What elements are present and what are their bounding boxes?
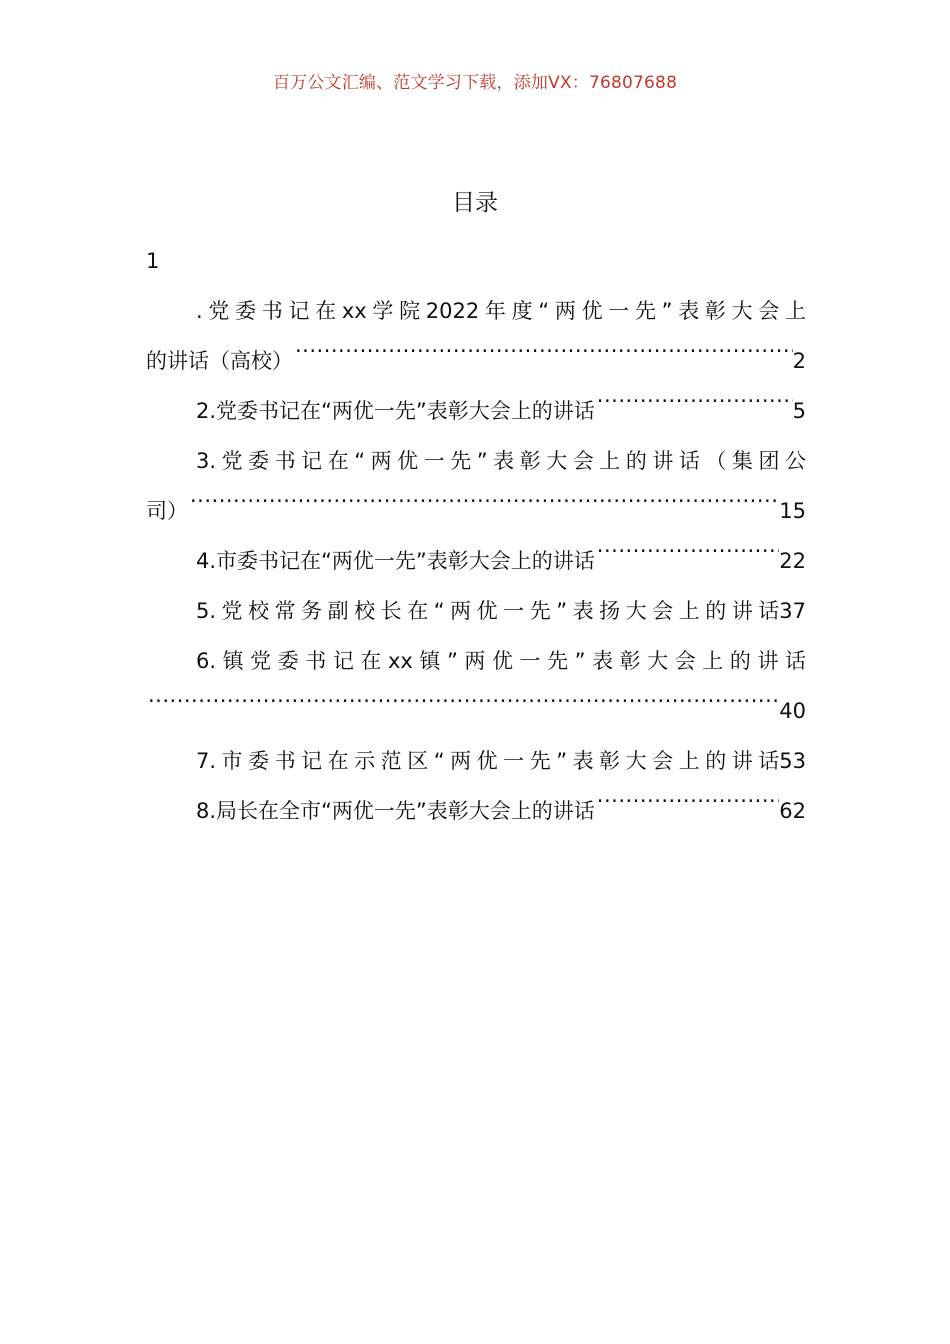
- toc-leader-dots: [595, 797, 779, 818]
- toc-leader-dots: [188, 497, 779, 518]
- toc-leader-dots: [595, 397, 793, 418]
- toc-entry-7-page: 53: [779, 749, 806, 773]
- toc-entry-6-title: 6.镇党委书记在xx镇”两优一先”表彰大会上的讲话: [196, 649, 806, 673]
- toc-entry-4-page: 22: [779, 549, 806, 573]
- toc-entry-8[interactable]: [146, 786, 806, 836]
- toc-entry-5[interactable]: [146, 586, 806, 636]
- toc-entry-6-line-1[interactable]: [146, 636, 806, 686]
- toc-entry-1-line-2[interactable]: [146, 336, 806, 386]
- toc-entry-2-title: 2.党委书记在“两优一先”表彰大会上的讲话: [196, 399, 595, 423]
- toc-index-number: 1: [146, 249, 160, 273]
- toc-index-marker: [146, 236, 806, 286]
- toc-entry-1-page: 2: [792, 349, 806, 373]
- toc-entry-5-page: 37: [779, 599, 806, 623]
- toc-entry-6-page: 40: [779, 699, 806, 723]
- toc-entry-1-title-cont: 的讲话（高校）: [146, 349, 293, 373]
- toc-entry-3-title-cont: 司）: [146, 499, 188, 523]
- toc-entry-3-page: 15: [779, 499, 806, 523]
- toc-entry-7[interactable]: [146, 736, 806, 786]
- toc-entry-6-line-2[interactable]: [146, 686, 806, 736]
- toc-entry-8-title: 8.局长在全市“两优一先”表彰大会上的讲话: [196, 799, 595, 823]
- toc-title: 目录: [452, 190, 498, 216]
- toc-leader-dots: [293, 347, 793, 368]
- toc-entry-4-title: 4.市委书记在“两优一先”表彰大会上的讲话: [196, 549, 595, 573]
- toc-entry-8-page: 62: [779, 799, 806, 823]
- toc-leader-dots: [146, 697, 779, 718]
- toc-entry-7-title: 7.市委书记在示范区“两优一先”表彰大会上的讲话: [196, 749, 780, 773]
- table-of-contents: [146, 236, 806, 836]
- toc-entry-2-page: 5: [792, 399, 806, 423]
- toc-entry-1-line-1[interactable]: [146, 286, 806, 336]
- toc-entry-3-line-2[interactable]: [146, 486, 806, 536]
- toc-leader-dots: [595, 547, 779, 568]
- toc-entry-2[interactable]: [146, 386, 806, 436]
- toc-entry-3-title: 3.党委书记在“两优一先”表彰大会上的讲话（集团公: [196, 449, 806, 473]
- header-watermark-note: 百万公文汇编、范文学习下载，添加VX：76807688: [272, 73, 678, 93]
- toc-entry-5-title: 5.党校常务副校长在“两优一先”表扬大会上的讲话: [196, 599, 780, 623]
- toc-entry-4[interactable]: [146, 536, 806, 586]
- toc-entry-1-title: .党委书记在xx学院2022年度“两优一先”表彰大会上: [196, 299, 806, 323]
- toc-entry-3-line-1[interactable]: [146, 436, 806, 486]
